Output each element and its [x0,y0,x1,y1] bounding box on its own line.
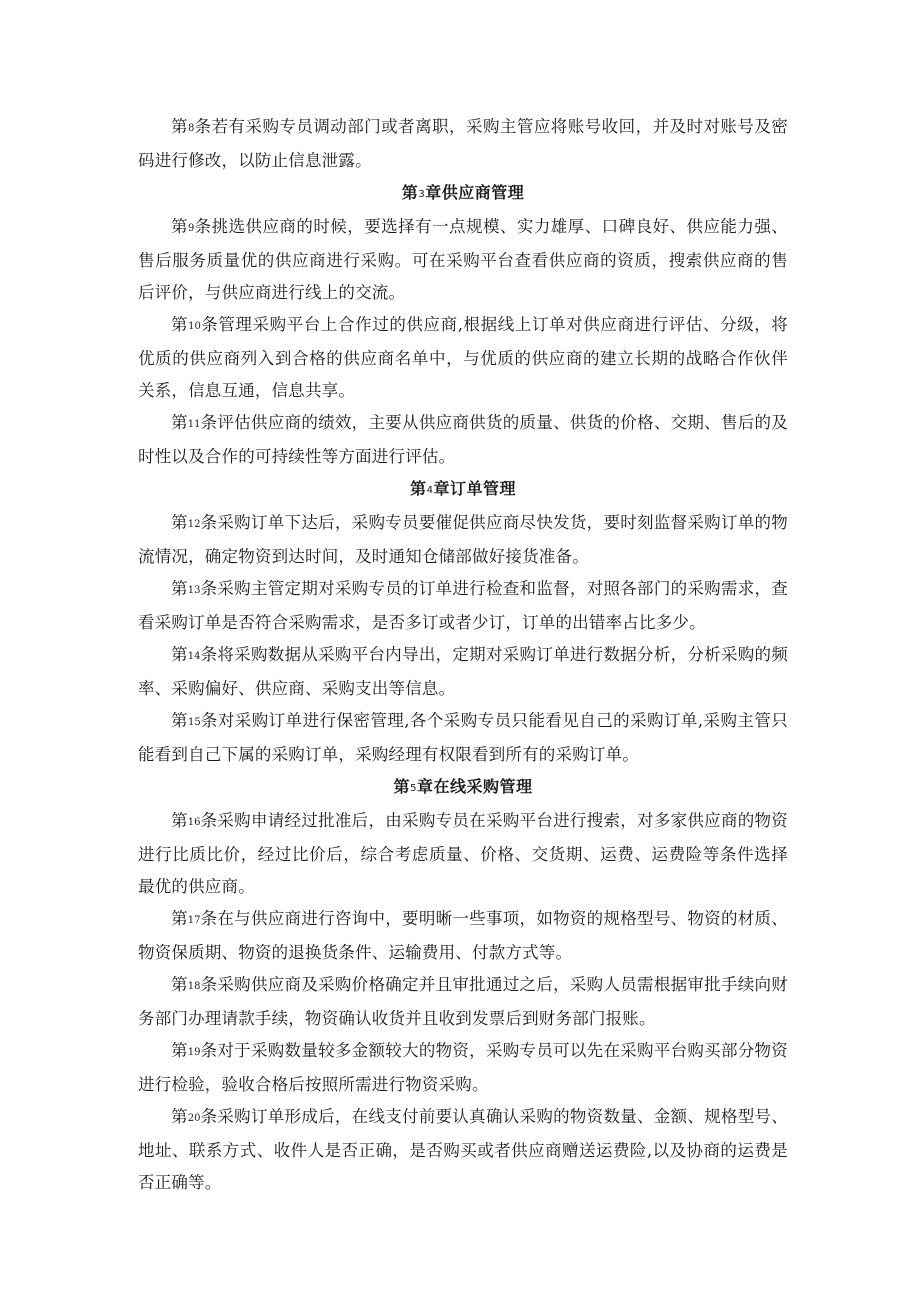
article-20: 第20条采购订单形成后，在线支付前要认真确认采购的物资数量、金额、规格型号、地址、联系方式、收件人是否正确，是否购买或者供应商赠送运费险,以及协商的运费是否正确等。 [138,1107,789,1192]
article-16: 第16条采购申请经过批准后，由采购专员在采购平台进行搜索，对多家供应商的物资进行比质比价，经过比价后，综合考虑质量、价格、交货期、运费、运费险等条件选择最优的供应商。 [138,811,789,896]
article-13: 第13条采购主管定期对采购专员的订单进行检查和监督，对照各部门的采购需求，查看采购订单是否符合采购需求，是否多订或者少订，订单的出错率占比多少。 [138,579,789,632]
chapter-4-heading: 第4章订单管理 [410,479,516,498]
article-19: 第19条对于采购数量较多金额较大的物资，采购专员可以先在采购平台购买部分物资进行检验，验收合格后按照所需进行物资采购。 [138,1041,789,1094]
chapter-5-heading: 第5章在线采购管理 [393,777,533,796]
article-15: 第15条对采购订单进行保密管理,各个采购专员只能看见自己的采购订单,采购主管只能看到自己下属的采购订单，采购经理有权限看到所有的采购订单。 [138,711,788,764]
article-17: 第17条在与供应商进行咨询中，要明晰一些事项，如物资的规格型号、物资的材质、物资保质期、物资的退换货条件、运输费用、付款方式等。 [138,909,789,962]
chapter-3-heading: 第3章供应商管理 [401,183,525,202]
article-8: 第8条若有采购专员调动部门或者离职，采购主管应将账号收回，并及时对账号及密码进行修改，以防止信息泄露。 [138,117,789,170]
article-12: 第12条采购订单下达后，采购专员要催促供应商尽快发货，要时刻监督采购订单的物流情况，确定物资到达时间，及时通知仓储部做好接货准备。 [138,513,789,566]
article-14: 第14条将采购数据从采购平台内导出，定期对采购订单进行数据分析，分析采购的频率、采购偏好、供应商、采购支出等信息。 [138,645,789,698]
article-11: 第11条评估供应商的绩效，主要从供应商供货的质量、供货的价格、交期、售后的及时性以及合作的可持续性等方面进行评估。 [138,413,789,466]
article-10: 第10条管理采购平台上合作过的供应商,根据线上订单对供应商进行评估、分级，将优质的供应商列入到合格的供应商名单中，与优质的供应商的建立长期的战略合作伙伴关系，信息互通，信息共享。 [138,315,789,400]
article-18: 第18条采购供应商及采购价格确定并且审批通过之后，采购人员需根据审批手续向财务部门办理请款手续，物资确认收货并且收到发票后到财务部门报账。 [138,975,789,1028]
article-9: 第9条挑选供应商的时候，要选择有一点规模、实力雄厚、口碑良好、供应能力强、售后服务质量优的供应商进行采购。可在采购平台查看供应商的资质，搜索供应商的售后评价，与供应商进行线上的交流。 [138,217,789,302]
document-body [138,111,788,1199]
